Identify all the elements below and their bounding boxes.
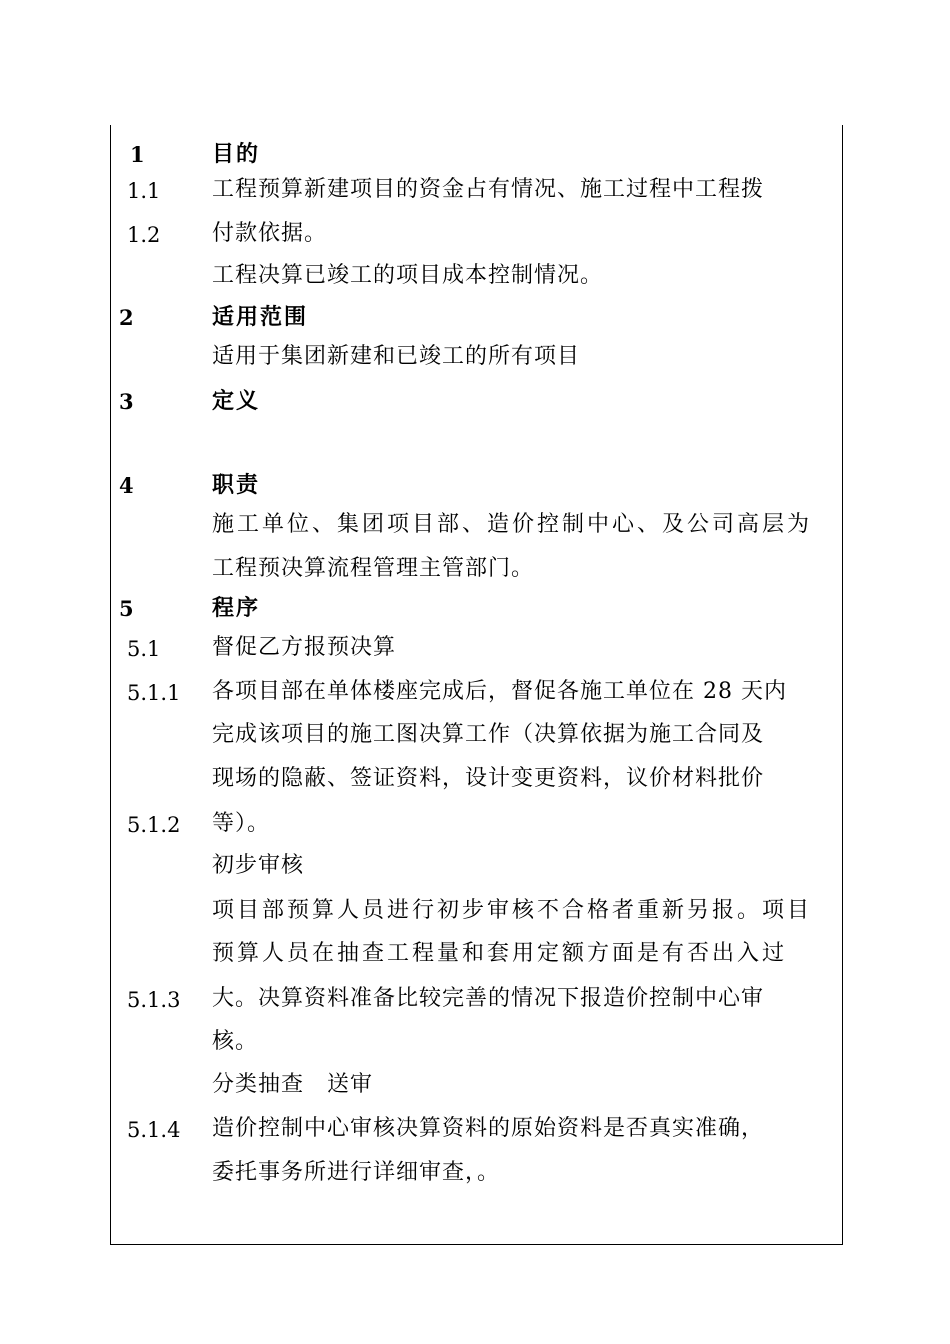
section-heading: 目的 [212,141,261,167]
body-line: 适用于集团新建和已竣工的所有项目 [212,344,581,369]
body-line: 完成该项目的施工图决算工作（决算依据为施工合同及 [212,722,765,747]
body-line: 督促乙方报预决算 [212,635,397,660]
body-line: 预算人员在抽查工程量和套用定额方面是有否出入过 [212,941,788,966]
section-number: 3 [119,389,134,414]
section-number: 4 [119,473,134,498]
section-number: 5 [119,596,134,621]
body-line: 各项目部在单体楼座完成后，督促各施工单位在 28 天内 [212,679,787,704]
body-line: 现场的隐蔽、签证资料，设计变更资料，议价材料批价 [212,766,765,791]
section-number: 5.1.4 [127,1118,181,1142]
section-number: 1.1 [127,179,161,203]
body-line: 付款依据。 [212,221,328,246]
section-number: 5.1.3 [127,988,181,1012]
section-number: 1.2 [127,223,161,247]
section-number: 5.1.1 [127,681,181,705]
body-line: 委托事务所进行详细审查，。 [212,1160,501,1185]
section-number: 5.1 [127,637,161,661]
body-line: 造价控制中心审核决算资料的原始资料是否真实准确， [212,1116,765,1141]
body-line: 施工单位、集团项目部、造价控制中心、及公司高层为 [212,512,813,537]
section-heading: 定义 [212,388,261,414]
body-line: 等）。 [212,811,271,836]
body-line: 工程决算已竣工的项目成本控制情况。 [212,263,604,288]
body-line: 初步审核 [212,853,305,878]
section-heading: 适用范围 [212,304,309,330]
section-number: 5.1.2 [127,813,181,837]
body-line: 工程预算新建项目的资金占有情况、施工过程中工程拨 [212,177,765,202]
body-line: 大。决算资料准备比较完善的情况下报造价控制中心审 [212,986,765,1011]
section-heading: 程序 [212,595,261,621]
section-number: 2 [119,305,134,330]
section-number: 1 [130,142,145,167]
body-line: 工程预决算流程管理主管部门。 [212,556,535,581]
body-line: 分类抽查 送审 [212,1072,374,1097]
body-line: 核。 [212,1029,259,1054]
body-line: 项目部预算人员进行初步审核不合格者重新另报。项目 [212,898,813,923]
section-heading: 职责 [212,472,261,498]
